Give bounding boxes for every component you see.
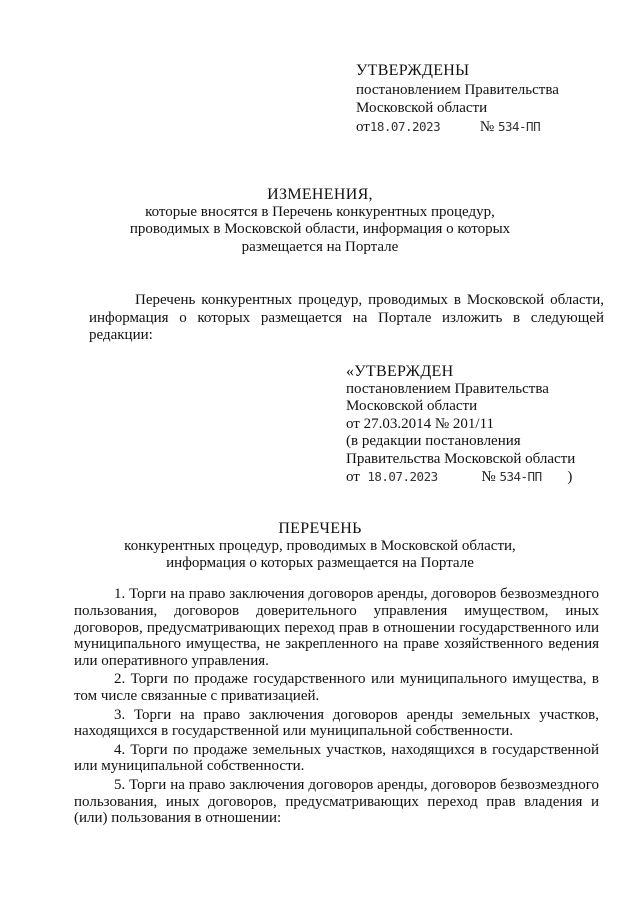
list-item: 3. Торги на право заключения договоров аренды земельных участков, находящихся в государственной или муниципальной собственности. [74, 706, 599, 740]
approval-date-prefix: от [356, 118, 370, 135]
list-title-line-1: конкурентных процедур, проводимых в Московской области, [124, 537, 516, 554]
approval2-closing-paren: ) [567, 469, 573, 485]
approval-date-stamp: 18.07.2023 [369, 118, 441, 134]
list-item: 4. Торги по продаже земельных участков, находящихся в государственной или муниципальной собственности. [74, 741, 599, 775]
list-item: 2. Торги по продаже государственного или муниципального имущества, в том числе связанные с приватизацией. [74, 671, 599, 705]
approval-line-2: Московской области [356, 100, 488, 116]
list-title-line-2: информация о которых размещается на Портале [166, 555, 474, 571]
approval-date-line [356, 118, 559, 137]
approval-number-stamp: 534-ПП [497, 118, 541, 134]
approval-heading: УТВЕРЖДЕНЫ [356, 62, 470, 79]
approval2-line-3: от 27.03.2014 № 201/11 [346, 415, 495, 432]
changes-line-1: которые вносятся в Перечень конкурентных процедур, [145, 203, 495, 220]
list-item: 1. Торги на право заключения договоров аренды, договоров безвозмездного пользования, договоров доверительного управления имуществом, иных договоров, предусматривающих переход прав в отношении государственного или муниципального имущества, не закрепленного на праве хозяйственного ведения или оперативного управления. [74, 586, 599, 670]
list-item: 5. Торги на право заключения договоров аренды, договоров безвозмездного пользования, иных договоров, предусматривающих переход прав владения и (или) пользования в отношении: [74, 776, 599, 827]
changes-line-3: размещается на Портале [241, 238, 399, 255]
approval2-heading: «УТВЕРЖДЕН [346, 363, 454, 380]
approval2-number-stamp: 534-ПП [499, 469, 542, 484]
changes-line-2: проводимых в Московской области, информация о которых [129, 221, 511, 237]
approval2-line-5: Правительства Московской области [346, 450, 576, 467]
list-heading: ПЕРЕЧЕНЬ [278, 520, 362, 537]
approval2-date-stamp: 18.07.2023 [367, 469, 438, 484]
approval2-date-line [346, 468, 575, 487]
procedures-list [74, 586, 599, 829]
approval-line-1: постановлением Правительства [356, 81, 559, 98]
intro-paragraph: Перечень конкурентных процедур, проводимых в Московской области, информация о которых размещается на Портале изложить в следующей редакции: [89, 292, 604, 343]
approval-block [356, 62, 559, 136]
approval2-line-1: постановлением Правительства [346, 380, 549, 397]
changes-title [0, 186, 640, 256]
approval-number-prefix: № [479, 118, 495, 135]
changes-heading: ИЗМЕНЕНИЯ, [267, 186, 373, 203]
approval2-line-2: Московской области [346, 398, 478, 414]
approval2-date-prefix: от [346, 469, 360, 485]
list-title [0, 520, 640, 573]
approval2-line-4: (в редакции постановления [346, 433, 521, 449]
approval2-number-prefix: № [481, 469, 496, 485]
approval-block-2 [346, 363, 575, 487]
